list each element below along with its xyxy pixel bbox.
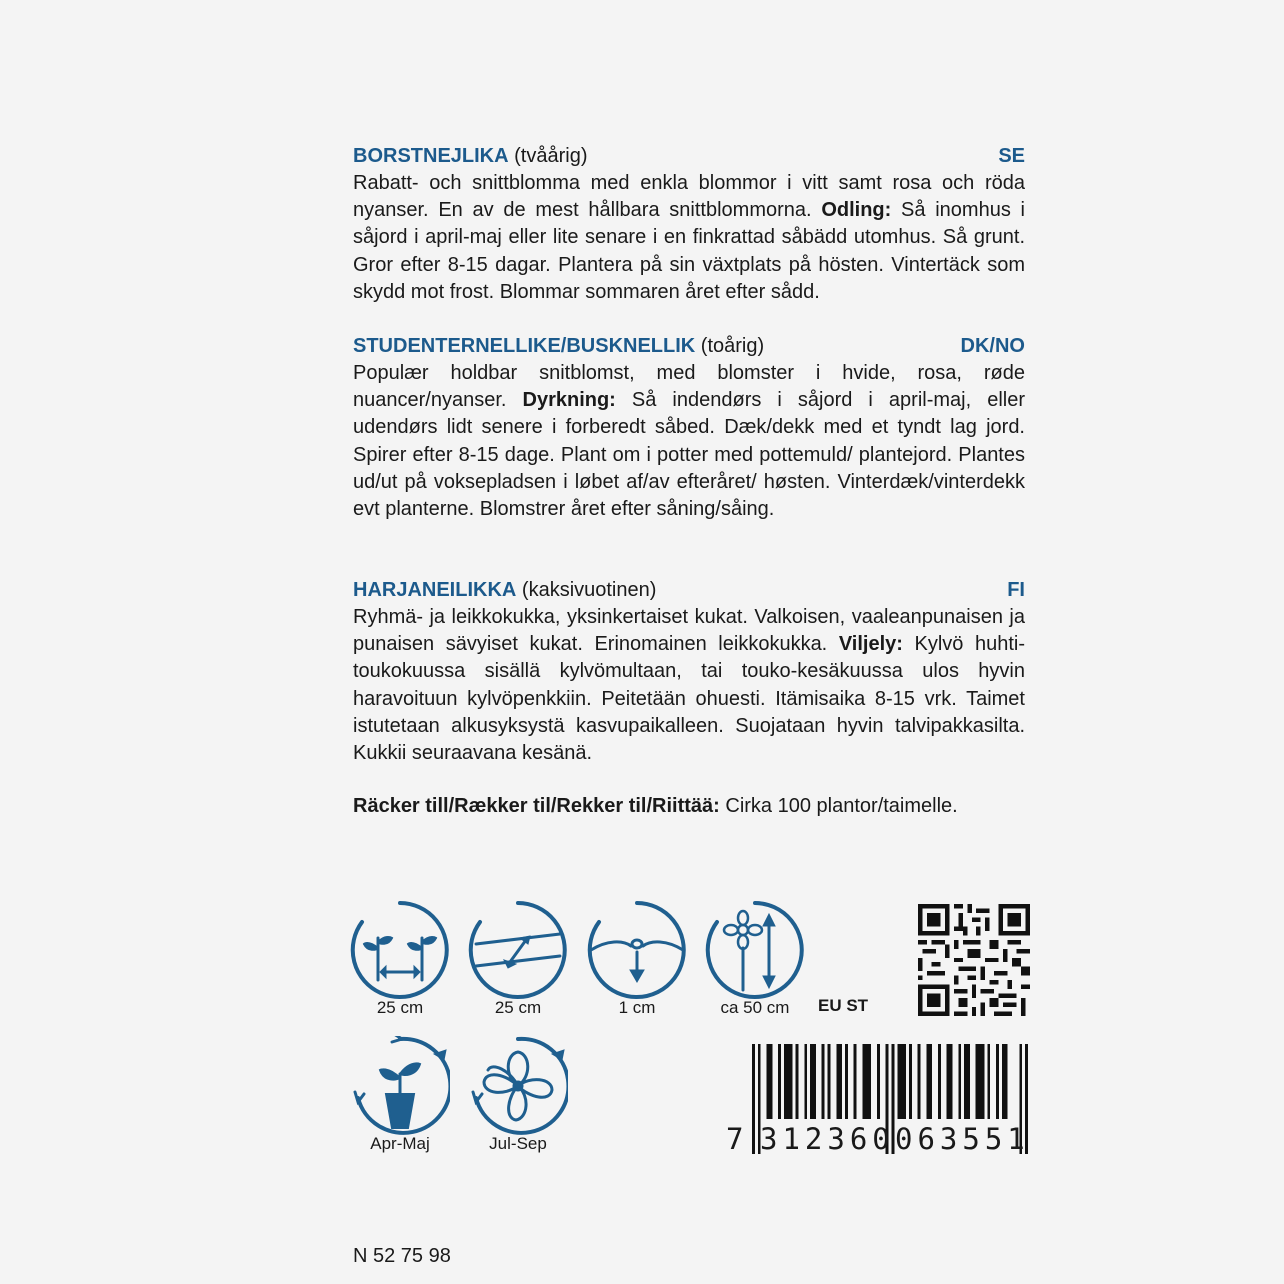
plant-spacing-label: 25 cm: [376, 998, 424, 1017]
flowering-time-label: Jul-Sep: [489, 1134, 547, 1153]
section-fi: [353, 577, 1025, 767]
section-title: BORSTNEJLIKA: [353, 145, 509, 167]
body-bold-label: Viljely:: [838, 633, 903, 656]
coverage-line: [353, 793, 958, 820]
row-spacing-icon: [468, 900, 568, 1000]
language-code: DK/NO: [960, 335, 1025, 357]
body-text: Så indendørs i såjord i april-maj, eller udendørs lidt senere i forberedt såbed. Dæk/dekk med et tyndt lag jord. Spirer efter 8-15 dage. Plant om i potter med pottemuld/ plantejord. Plantes ud/ut på voksepladsen i løbet af/av efteråret/ høsten. Vinterdæk/vinterdekk evt planterne. Blomstrer året efter såning/såing.: [353, 389, 1025, 521]
section-header: [353, 143, 1025, 170]
section-dk-no: [353, 333, 1025, 523]
plant-height-label: ca 50 cm: [720, 998, 790, 1017]
body-text: Ryhmä- ja leikkokukka, yksinkertaiset kukat. Valkoisen, vaaleanpunaisen ja punaisen sävyiset kukat. Erinomainen leikkokukka.: [353, 606, 1025, 656]
barcode-right-digits: 063551: [895, 1122, 1030, 1156]
qr-code: [918, 904, 1030, 1016]
sowing-depth-icon: [587, 900, 687, 1000]
plant-spacing-icon: [350, 900, 450, 1000]
section-header: [353, 333, 1025, 360]
body-bold-label: Dyrkning:: [522, 389, 616, 412]
body-bold-label: Odling:: [821, 199, 892, 222]
section-header: [353, 577, 1025, 604]
body-text: Populær holdbar snitblomst, med blomster i hvide, rosa, røde nuancer/nyanser.: [353, 362, 1025, 412]
section-subtitle: (tvåårig): [514, 145, 588, 167]
sowing-time-label: Apr-Maj: [370, 1134, 430, 1153]
body-text: Rabatt- och snittblomma med enkla blommor i vitt samt rosa och röda nyanser. En av de mest hållbara snittblommorna.: [353, 172, 1025, 222]
row-spacing-label: 25 cm: [494, 998, 542, 1017]
section-se: [353, 143, 1025, 306]
sowing-depth-label: 1 cm: [618, 998, 656, 1017]
section-body: [353, 360, 1025, 523]
body-text: Så inomhus i såjord i april-maj eller lite senare i en finkrattad såbädd utomhus. Så grunt. Gror efter 8-15 dagar. Plantera på sin växtplats på hösten. Vintertäck som skydd mot frost. Blommar sommaren året efter sådd.: [353, 199, 1025, 303]
body-text: Kylvö huhti-toukokuussa sisällä kylvömultaan, tai touko-kesäkuussa ulos hyvin haravoituun kylvöpenkkiin. Peitetään ohuesti. Itämisaika 8-15 vrk. Taimet istutetaan alkusyksystä kasvupaikalleen. Suojataan hyvin talvipakkasilta. Kukkii seuraavana kesänä.: [353, 633, 1025, 765]
coverage-value: Cirka 100 plantor/taimelle.: [719, 795, 958, 817]
section-subtitle: (kaksivuotinen): [521, 579, 657, 601]
section-title: HARJANEILIKKA: [353, 579, 517, 601]
section-body: [353, 604, 1025, 767]
section-subtitle: (toårig): [700, 335, 765, 357]
section-body: [353, 170, 1025, 306]
barcode-left-digits: 312360: [760, 1122, 895, 1156]
language-code: SE: [998, 145, 1025, 167]
section-title: STUDENTERNELLIKE/BUSKNELLIK: [353, 335, 696, 357]
barcode-lead-digit: 7: [726, 1122, 744, 1156]
language-code: FI: [1007, 579, 1025, 601]
sowing-time-icon: [350, 1036, 450, 1136]
plant-height-icon: [705, 900, 805, 1000]
coverage-label: Räcker till/Rækker til/Rekker til/Riittää:: [353, 795, 720, 817]
eu-standard-label: EU ST: [818, 996, 869, 1015]
article-number: N 52 75 98: [353, 1245, 451, 1267]
flowering-time-icon: [468, 1036, 568, 1136]
